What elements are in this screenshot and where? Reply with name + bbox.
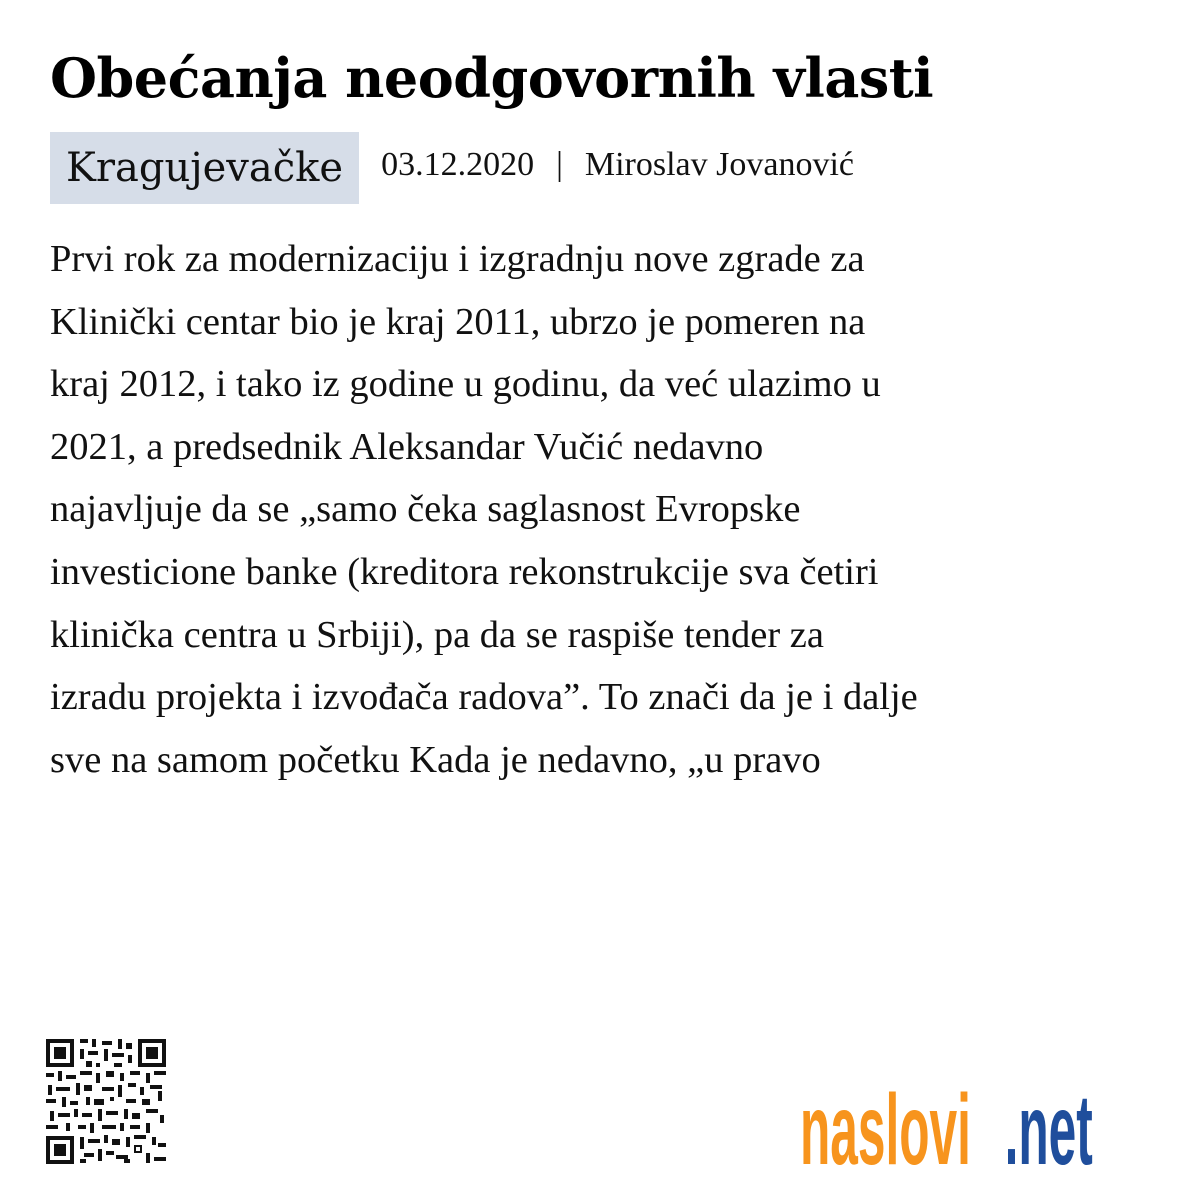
author-name: Miroslav Jovanović [584, 146, 855, 183]
body-line: Klinički centar bio je kraj 2011, ubrzo je pomeren na [50, 300, 866, 343]
body-line: kraj 2012, i tako iz godine u godinu, da već ulazimo u [50, 363, 881, 406]
svg-text:.net: .net [1004, 1074, 1093, 1170]
meta-separator: | [556, 146, 563, 183]
body-line: najavljuje da se „samo čeka saglasnost Evropske [50, 488, 801, 531]
body-line: klinička centra u Srbiji), pa da se raspiše tender za [50, 613, 824, 656]
article-title: Obećanja neodgovornih vlasti [50, 46, 934, 110]
article-body [50, 228, 1170, 791]
publish-date: 03.12.2020 [381, 146, 535, 183]
category-badge[interactable]: Kragujevačke [50, 132, 359, 204]
body-line: Prvi rok za modernizaciju i izgradnju nove zgrade za [50, 238, 865, 280]
svg-text:naslovi: naslovi [800, 1074, 971, 1170]
naslovi-net-logo[interactable] [800, 1060, 1170, 1170]
body-line: sve na samom početku Kada je nedavno, „u pravo [50, 738, 821, 781]
article-meta [50, 132, 854, 204]
qr-code-icon[interactable] [46, 1039, 166, 1164]
body-line: 2021, a predsednik Aleksandar Vučić nedavno [50, 425, 764, 468]
body-line: izradu projekta i izvođača radova”. To znači da je i dalje [50, 676, 918, 719]
meta-line [381, 146, 854, 184]
body-line: investicione banke (kreditora rekonstrukcije sva četiri [50, 550, 879, 593]
